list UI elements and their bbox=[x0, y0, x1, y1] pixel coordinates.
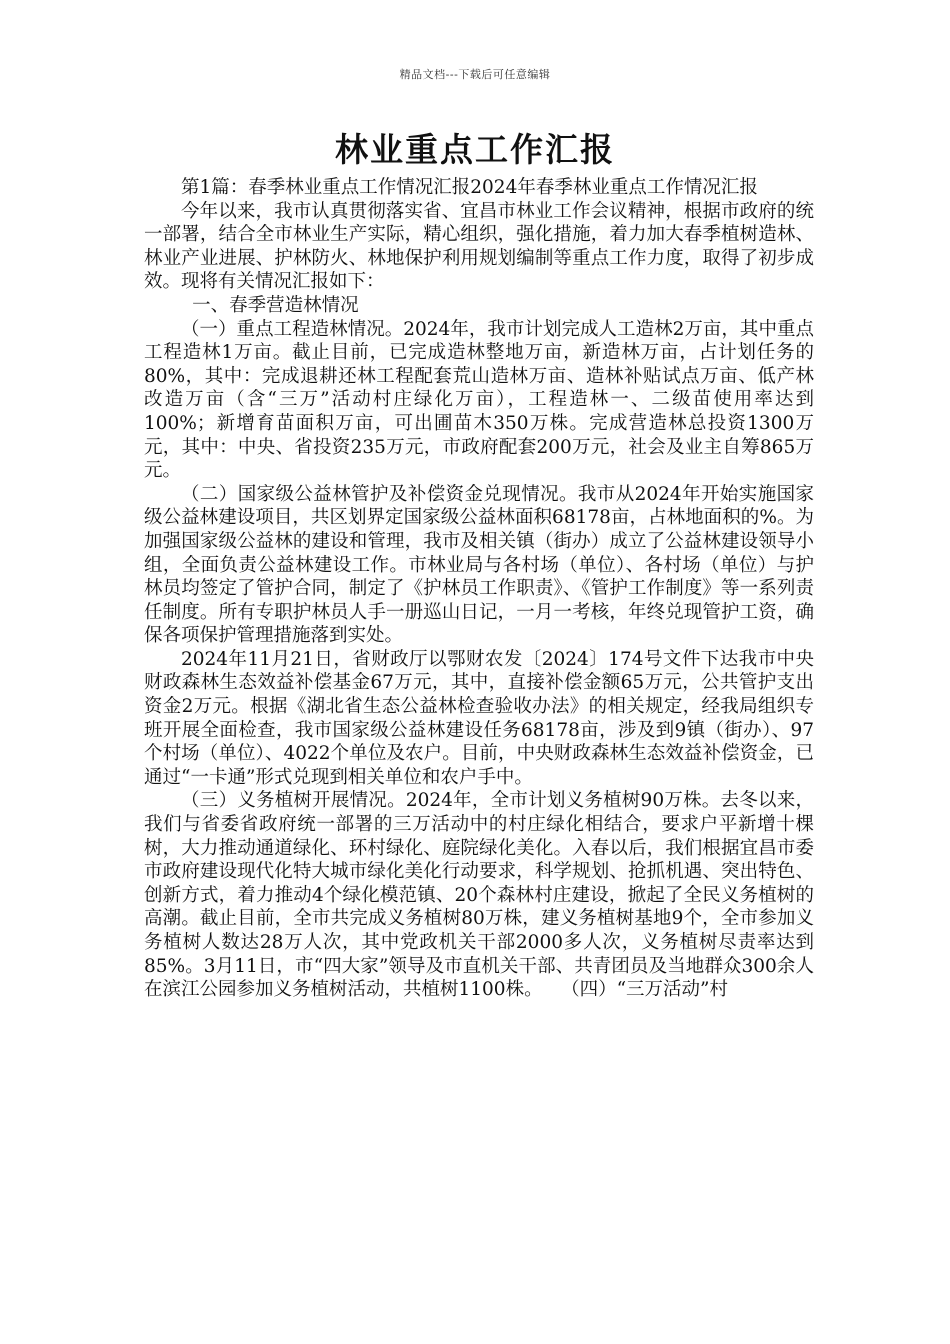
document-body bbox=[144, 176, 814, 1002]
subtitle-paragraph: 第1篇：春季林业重点工作情况汇报2024年春季林业重点工作情况汇报 bbox=[181, 177, 758, 198]
paragraph-voluntary-planting: （三）义务植树开展情况。2024年，全市计划义务植树90万株。去冬以来，我们与省委省政府统一部署的三万活动中的村庄绿化相结合，要求户平新增十棵树，大力推动通道绿化、环村绿化、庭院绿化美化。入春以后，我们根据宜昌市委市政府建设现代化特大城市绿化美化行动要求，科学规划、抢抓机遇、突出特色、创新方式，着力推动4个绿化模范镇、20个森林村庄建设，掀起了全民义务植树的高潮。截止目前，全市共完成义务植树80万株，建义务植树基地9个，全市参加义务植树人数达28万人次，其中党政机关干部2000多人次，义务植树尽责率达到85%。3月11日，市“四大家”领导及市直机关干部、共青团员及当地群众300余人在滨江公园参加义务植树活动，共植树1100株。 （四）“三万活动”村 bbox=[144, 790, 814, 1001]
paragraph-key-projects: （一）重点工程造林情况。2024年，我市计划完成人工造林2万亩，其中重点工程造林1万亩。截止目前，已完成造林整地万亩，新造林万亩，占计划任务的80%，其中：完成退耕还林工程配套荒山造林万亩、造林补贴试点万亩、低产林改造万亩（含“三万”活动村庄绿化万亩），工程造林一、二级苗使用率达到100%；新增育苗面积万亩，可出圃苗木350万株。完成营造林总投资1300万元，其中：中央、省投资235万元，市政府配套200万元，社会及业主自筹865万元。 bbox=[144, 318, 814, 482]
section-heading: 一、春季营造林情况 bbox=[192, 294, 359, 316]
paragraph-compensation-fund: 2024年11月21日，省财政厅以鄂财农发〔2024〕174号文件下达我市中央财政森林生态效益补偿基金67万元，其中，直接补偿金额65万元，公共管护支出资金2万元。根据《湖北省生态公益林检查验收办法》的相关规定，经我局组织专班开展全面检查，我市国家级公益林建设任务68178亩，涉及到9镇（街办）、97个村场（单位）、4022个单位及农户。目前，中央财政森林生态效益补偿资金，已通过“一卡通”形式兑现到相关单位和农户手中。 bbox=[144, 648, 814, 788]
paragraph-public-forest: （二）国家级公益林管护及补偿资金兑现情况。我市从2024年开始实施国家级公益林建设项目，共区划界定国家级公益林面积68178亩，占林地面积的%。为加强国家级公益林的建设和管理，我市及相关镇（街办）成立了公益林建设领导小组，全面负责公益林建设工作。市林业局与各村场（单位）、各村场（单位）与护林员均签定了管护合同，制定了《护林员工作职责》、《管护工作制度》等一系列责任制度。所有专职护林员人手一册巡山日记，一月一考核，年终兑现管护工资，确保各项保护管理措施落到实处。 bbox=[144, 483, 814, 647]
intro-paragraph: 今年以来，我市认真贯彻落实省、宜昌市林业工作会议精神，根据市政府的统一部署，结合全市林业生产实际，精心组织，强化措施，着力加大春季植树造林、林业产业进展、护林防火、林地保护利用规划编制等重点工作力度，取得了初步成效。现将有关情况汇报如下： bbox=[144, 200, 814, 293]
header-note: 精品文档---下载后可任意编辑 bbox=[399, 68, 551, 81]
document-title: 林业重点工作汇报 bbox=[335, 130, 615, 169]
